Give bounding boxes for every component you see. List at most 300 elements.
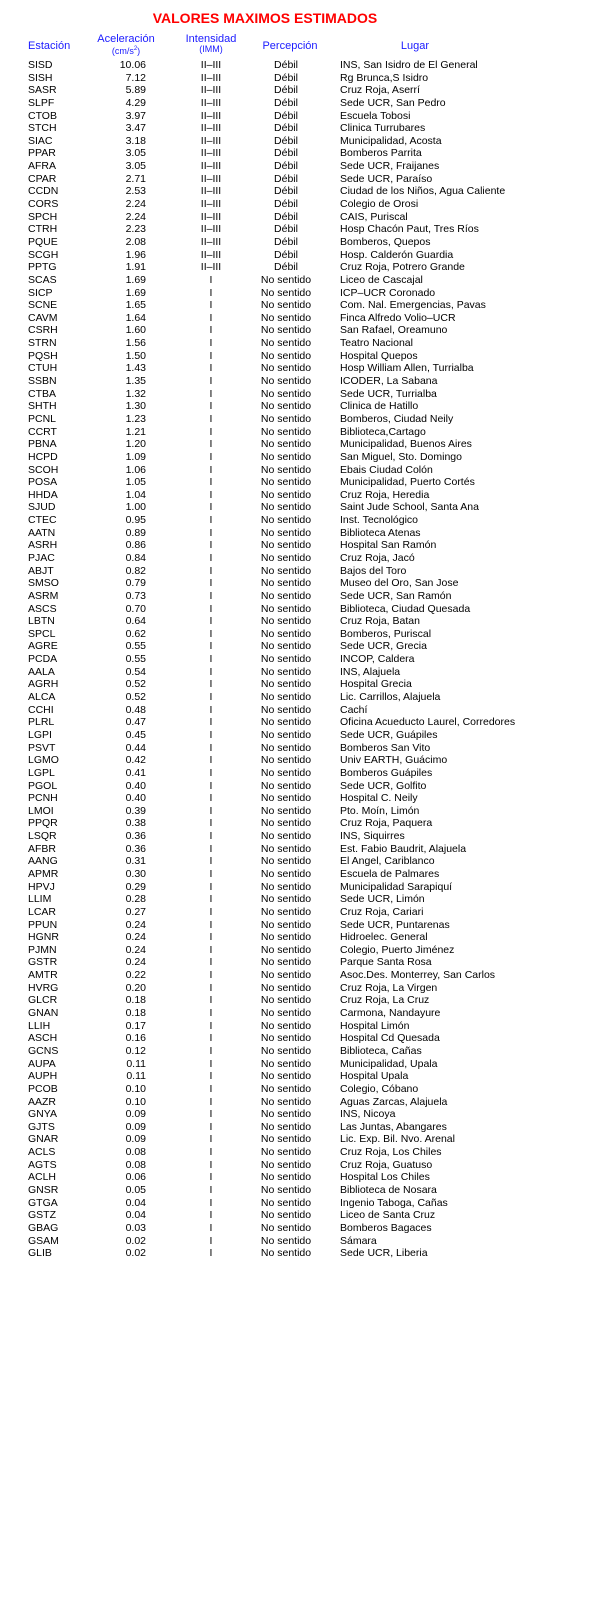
station-code: LGPI xyxy=(28,728,52,741)
intensity-value: I xyxy=(209,665,213,678)
location-value: Hosp Chacón Paut, Tres Ríos xyxy=(340,223,479,236)
location-value: Escuela Tobosi xyxy=(340,109,411,122)
perception-value: No sentido xyxy=(260,324,312,337)
station-code: CCHI xyxy=(28,703,54,716)
location-value: ICP–UCR Coronado xyxy=(340,286,436,299)
perception-value: No sentido xyxy=(260,450,312,463)
table-row xyxy=(0,438,590,451)
table-row xyxy=(0,362,590,375)
location-value: Rg Brunca,S Isidro xyxy=(340,71,429,84)
table-row xyxy=(0,1070,590,1083)
intensity-value: II–III xyxy=(200,122,222,135)
table-row xyxy=(0,299,590,312)
acceleration-value: 1.32 xyxy=(125,387,146,400)
intensity-value: I xyxy=(209,311,213,324)
station-code: SIAC xyxy=(28,134,53,147)
acceleration-value: 0.52 xyxy=(125,678,146,691)
table-row xyxy=(0,577,590,590)
acceleration-value: 0.55 xyxy=(125,640,146,653)
acceleration-value: 0.18 xyxy=(125,1007,146,1020)
table-row xyxy=(0,375,590,388)
page-title: VALORES MAXIMOS ESTIMADOS xyxy=(152,10,378,26)
station-code: PCDA xyxy=(28,653,58,666)
intensity-value: I xyxy=(209,640,213,653)
station-code: POSA xyxy=(28,476,58,489)
header-intensidad-label: Intensidad xyxy=(185,33,237,45)
station-code: SCGH xyxy=(28,248,59,261)
acceleration-value: 0.30 xyxy=(125,868,146,880)
station-code: PPUN xyxy=(28,918,58,931)
perception-value: No sentido xyxy=(260,1007,312,1020)
location-value: Municipalidad Sarapiquí xyxy=(340,880,453,893)
intensity-value: I xyxy=(209,1095,213,1108)
station-code: AGRH xyxy=(28,678,59,691)
table-row xyxy=(0,426,590,439)
acceleration-value: 0.31 xyxy=(125,855,146,868)
intensity-value: I xyxy=(209,1108,213,1121)
acceleration-value: 1.43 xyxy=(125,362,146,375)
location-value: Sede UCR, Fraijanes xyxy=(340,160,440,173)
table-row xyxy=(0,337,590,350)
intensity-value: I xyxy=(209,286,213,299)
station-code: AAZR xyxy=(28,1095,57,1108)
location-value: Sede UCR, Paraíso xyxy=(340,172,433,185)
location-value: Pto. Moín, Limón xyxy=(340,804,420,817)
acceleration-value: 3.47 xyxy=(125,122,146,135)
perception-value: No sentido xyxy=(260,754,312,767)
intensity-value: I xyxy=(209,438,213,451)
acceleration-value: 1.30 xyxy=(125,400,146,413)
perception-value: No sentido xyxy=(260,589,312,602)
intensity-value: II–III xyxy=(200,261,222,274)
perception-value: Débil xyxy=(274,185,298,198)
location-value: Sede UCR, Golfito xyxy=(340,779,427,792)
table-row xyxy=(0,122,590,135)
table-row xyxy=(0,1133,590,1146)
table-row xyxy=(0,211,590,224)
perception-value: Débil xyxy=(274,71,298,84)
perception-value: Débil xyxy=(274,59,298,71)
station-code: CTEC xyxy=(28,514,57,527)
table-row xyxy=(0,565,590,578)
intensity-value: I xyxy=(209,463,213,476)
intensity-value: I xyxy=(209,1032,213,1045)
table-row xyxy=(0,666,590,679)
perception-value: Débil xyxy=(274,122,298,135)
location-value: Bomberos Guápiles xyxy=(340,766,433,779)
intensity-value: I xyxy=(209,728,213,741)
location-value: Municipalidad, Puerto Cortés xyxy=(340,476,475,489)
table-row xyxy=(0,1083,590,1096)
perception-value: No sentido xyxy=(260,728,312,741)
perception-value: No sentido xyxy=(260,311,312,324)
table-row xyxy=(0,716,590,729)
location-value: CAIS, Puriscal xyxy=(340,210,408,223)
acceleration-value: 2.24 xyxy=(125,198,146,211)
table-row xyxy=(0,274,590,287)
location-value: Bomberos, Quepos xyxy=(340,235,431,248)
location-value: Sede UCR, Limón xyxy=(340,893,425,906)
location-value: Cachí xyxy=(340,703,368,716)
station-code: PCNH xyxy=(28,792,58,805)
intensity-value: I xyxy=(209,943,213,956)
intensity-value: I xyxy=(209,842,213,855)
intensity-value: I xyxy=(209,375,213,388)
location-value: Asoc.Des. Monterrey, San Carlos xyxy=(340,969,496,982)
station-code: PCNL xyxy=(28,412,57,425)
intensity-value: I xyxy=(209,1234,213,1247)
intensity-value: I xyxy=(209,703,213,716)
acceleration-value: 0.28 xyxy=(125,893,146,906)
acceleration-value: 0.24 xyxy=(125,931,146,944)
station-code: CSRH xyxy=(28,324,58,337)
header-lugar xyxy=(380,41,450,51)
perception-value: No sentido xyxy=(260,1158,312,1171)
acceleration-value: 0.36 xyxy=(125,842,146,855)
acceleration-value: 2.23 xyxy=(125,223,146,236)
perception-value: No sentido xyxy=(260,766,312,779)
acceleration-value: 10.06 xyxy=(119,59,146,71)
table-row xyxy=(0,1235,590,1248)
intensity-value: I xyxy=(209,1247,213,1260)
unit-exponent: 2 xyxy=(133,46,138,52)
location-value: Biblioteca, Cañas xyxy=(340,1044,422,1057)
intensity-value: II–III xyxy=(200,59,222,71)
perception-value: Débil xyxy=(274,172,298,185)
station-code: PJAC xyxy=(28,551,55,564)
station-code: PJMN xyxy=(28,943,57,956)
table-row xyxy=(0,780,590,793)
acceleration-value: 0.09 xyxy=(125,1108,146,1121)
intensity-value: I xyxy=(209,779,213,792)
perception-value: Débil xyxy=(274,223,298,236)
perception-value: No sentido xyxy=(260,438,312,451)
intensity-value: I xyxy=(209,387,213,400)
perception-value: No sentido xyxy=(260,526,312,539)
location-value: Liceo de Cascajal xyxy=(340,273,423,286)
table-row xyxy=(0,843,590,856)
intensity-value: I xyxy=(209,337,213,350)
station-code: AGRE xyxy=(28,640,58,653)
acceleration-value: 0.41 xyxy=(125,766,146,779)
perception-value: No sentido xyxy=(260,1247,312,1260)
location-value: Parque Santa Rosa xyxy=(340,956,432,969)
perception-value: No sentido xyxy=(260,463,312,476)
table-row xyxy=(0,59,590,72)
location-value: Biblioteca,Cartago xyxy=(340,425,426,438)
table-row xyxy=(0,97,590,110)
perception-value: No sentido xyxy=(260,1146,312,1159)
perception-value: No sentido xyxy=(260,551,312,564)
perception-value: No sentido xyxy=(260,501,312,514)
acceleration-value: 1.05 xyxy=(125,476,146,489)
location-value: Bomberos, Ciudad Neily xyxy=(340,412,454,425)
station-code: STCH xyxy=(28,122,57,135)
intensity-value: II–III xyxy=(200,210,222,223)
location-value: Ebais Ciudad Colón xyxy=(340,463,433,476)
station-code: SISH xyxy=(28,71,53,84)
location-value: Escuela de Palmares xyxy=(340,868,440,880)
acceleration-value: 1.06 xyxy=(125,463,146,476)
location-value: Cruz Roja, Potrero Grande xyxy=(340,261,465,274)
location-value: Teatro Nacional xyxy=(340,337,413,350)
perception-value: No sentido xyxy=(260,1184,312,1197)
location-value: Cruz Roja, Aserrí xyxy=(340,84,420,97)
location-value: Cruz Roja, Los Chiles xyxy=(340,1146,442,1159)
intensity-value: I xyxy=(209,1133,213,1146)
perception-value: No sentido xyxy=(260,286,312,299)
perception-value: No sentido xyxy=(260,804,312,817)
station-code: PGOL xyxy=(28,779,58,792)
acceleration-value: 0.40 xyxy=(125,792,146,805)
perception-value: No sentido xyxy=(260,691,312,704)
acceleration-value: 0.12 xyxy=(125,1044,146,1057)
location-value: Cruz Roja, Paquera xyxy=(340,817,433,830)
table-row xyxy=(0,792,590,805)
table-row xyxy=(0,552,590,565)
intensity-value: I xyxy=(209,564,213,577)
intensity-value: II–III xyxy=(200,147,222,160)
intensity-value: I xyxy=(209,589,213,602)
station-code: SISD xyxy=(28,59,53,71)
table-row xyxy=(0,1045,590,1058)
station-code: SPCL xyxy=(28,627,56,640)
table-row xyxy=(0,691,590,704)
perception-value: No sentido xyxy=(260,779,312,792)
station-code: LLIM xyxy=(28,893,52,906)
intensity-value: I xyxy=(209,969,213,982)
station-code: SLPF xyxy=(28,96,55,109)
location-value: Colegio, Cóbano xyxy=(340,1082,419,1095)
location-value: Hospital Cd Quesada xyxy=(340,1032,440,1045)
location-value: Hosp William Allen, Turrialba xyxy=(340,362,474,375)
acceleration-value: 0.55 xyxy=(125,653,146,666)
unit-pre: (cm/s xyxy=(111,46,134,56)
table-row xyxy=(0,110,590,123)
acceleration-value: 0.05 xyxy=(125,1184,146,1197)
intensity-value: I xyxy=(209,1057,213,1070)
table-row xyxy=(0,1121,590,1134)
intensity-value: I xyxy=(209,514,213,527)
location-value: Sede UCR, Liberia xyxy=(340,1247,428,1260)
location-value: Cruz Roja, Heredia xyxy=(340,488,430,501)
acceleration-value: 1.64 xyxy=(125,311,146,324)
location-value: Hospital Limón xyxy=(340,1019,410,1032)
table-row xyxy=(0,881,590,894)
perception-value: No sentido xyxy=(260,362,312,375)
location-value: Bajos del Toro xyxy=(340,564,407,577)
location-value: Cruz Roja, La Cruz xyxy=(340,994,430,1007)
station-code: AMTR xyxy=(28,969,58,982)
location-value: Lic. Exp. Bil. Nvo. Arenal xyxy=(340,1133,455,1146)
location-value: Colegio de Orosi xyxy=(340,198,419,211)
location-value: INCOP, Caldera xyxy=(340,653,415,666)
table-row xyxy=(0,236,590,249)
station-code: LSQR xyxy=(28,830,57,843)
acceleration-value: 3.18 xyxy=(125,134,146,147)
table-row xyxy=(0,324,590,337)
intensity-value: II–III xyxy=(200,172,222,185)
table-row xyxy=(0,893,590,906)
station-code: GSAM xyxy=(28,1234,59,1247)
location-value: Hospital Upala xyxy=(340,1070,409,1083)
location-value: Las Juntas, Abangares xyxy=(340,1120,447,1133)
acceleration-value: 0.10 xyxy=(125,1095,146,1108)
intensity-value: II–III xyxy=(200,235,222,248)
location-value: Carmona, Nandayure xyxy=(340,1007,441,1020)
acceleration-value: 0.44 xyxy=(125,741,146,754)
location-value: Ingenio Taboga, Cañas xyxy=(340,1196,448,1209)
location-value: Hospital C. Neily xyxy=(340,792,418,805)
table-row xyxy=(0,476,590,489)
table-row xyxy=(0,147,590,160)
table-row xyxy=(0,830,590,843)
station-code: GNAN xyxy=(28,1007,59,1020)
location-value: Bomberos, Puriscal xyxy=(340,627,432,640)
station-code: STRN xyxy=(28,337,57,350)
acceleration-value: 1.50 xyxy=(125,349,146,362)
acceleration-value: 0.04 xyxy=(125,1196,146,1209)
station-code: PLRL xyxy=(28,716,55,729)
perception-value: No sentido xyxy=(260,337,312,350)
acceleration-value: 0.09 xyxy=(125,1133,146,1146)
location-value: Bomberos Parrita xyxy=(340,147,422,160)
acceleration-value: 1.69 xyxy=(125,286,146,299)
table-row xyxy=(0,527,590,540)
location-value: Clinica Turrubares xyxy=(340,122,426,135)
header-percepcion-label: Percepción xyxy=(262,40,318,52)
location-value: Univ EARTH, Guácimo xyxy=(340,754,448,767)
acceleration-value: 0.08 xyxy=(125,1158,146,1171)
acceleration-value: 2.71 xyxy=(125,172,146,185)
perception-value: No sentido xyxy=(260,1120,312,1133)
location-value: Liceo de Santa Cruz xyxy=(340,1209,436,1222)
perception-value: No sentido xyxy=(260,855,312,868)
acceleration-value: 1.56 xyxy=(125,337,146,350)
station-table xyxy=(0,59,590,1260)
perception-value: No sentido xyxy=(260,1234,312,1247)
location-value: Municipalidad, Buenos Aires xyxy=(340,438,472,451)
intensity-value: I xyxy=(209,1120,213,1133)
table-row xyxy=(0,1222,590,1235)
station-code: CTRH xyxy=(28,223,58,236)
perception-value: No sentido xyxy=(260,981,312,994)
table-row xyxy=(0,223,590,236)
location-value: Clinica de Hatillo xyxy=(340,400,419,413)
intensity-value: II–III xyxy=(200,248,222,261)
station-code: LBTN xyxy=(28,615,55,628)
table-row xyxy=(0,906,590,919)
intensity-value: I xyxy=(209,425,213,438)
location-value: Oficina Acueducto Laurel, Corredores xyxy=(340,716,516,729)
location-value: Hidroelec. General xyxy=(340,931,428,944)
location-value: INS, Siquirres xyxy=(340,830,405,843)
table-row xyxy=(0,1247,590,1260)
perception-value: No sentido xyxy=(260,1044,312,1057)
acceleration-value: 0.24 xyxy=(125,956,146,969)
intensity-value: I xyxy=(209,551,213,564)
acceleration-value: 0.89 xyxy=(125,526,146,539)
acceleration-value: 1.65 xyxy=(125,299,146,312)
intensity-value: I xyxy=(209,412,213,425)
location-value: Cruz Roja, Cariari xyxy=(340,905,424,918)
intensity-value: I xyxy=(209,362,213,375)
station-code: SSBN xyxy=(28,375,57,388)
intensity-value: I xyxy=(209,1196,213,1209)
intensity-value: I xyxy=(209,1070,213,1083)
table-row xyxy=(0,261,590,274)
acceleration-value: 2.08 xyxy=(125,235,146,248)
station-code: HVRG xyxy=(28,981,59,994)
perception-value: No sentido xyxy=(260,602,312,615)
table-row xyxy=(0,855,590,868)
intensity-value: I xyxy=(209,893,213,906)
intensity-value: I xyxy=(209,956,213,969)
intensity-value: I xyxy=(209,1171,213,1184)
station-code: SJUD xyxy=(28,501,56,514)
station-code: SPCH xyxy=(28,210,58,223)
acceleration-value: 0.08 xyxy=(125,1146,146,1159)
location-value: Hosp. Calderón Guardia xyxy=(340,248,454,261)
perception-value: No sentido xyxy=(260,1082,312,1095)
station-code: LGPL xyxy=(28,766,55,779)
perception-value: No sentido xyxy=(260,615,312,628)
intensity-value: I xyxy=(209,691,213,704)
station-code: SICP xyxy=(28,286,53,299)
table-row xyxy=(0,615,590,628)
perception-value: No sentido xyxy=(260,880,312,893)
perception-value: No sentido xyxy=(260,299,312,312)
intensity-value: I xyxy=(209,1221,213,1234)
acceleration-value: 1.69 xyxy=(125,273,146,286)
perception-value: No sentido xyxy=(260,653,312,666)
table-row xyxy=(0,173,590,186)
table-row xyxy=(0,805,590,818)
location-value: Sede UCR, Grecia xyxy=(340,640,427,653)
intensity-value: I xyxy=(209,299,213,312)
perception-value: No sentido xyxy=(260,273,312,286)
intensity-value: I xyxy=(209,1158,213,1171)
perception-value: No sentido xyxy=(260,716,312,729)
acceleration-value: 1.96 xyxy=(125,248,146,261)
station-code: LMOI xyxy=(28,804,54,817)
acceleration-value: 0.38 xyxy=(125,817,146,830)
intensity-value: I xyxy=(209,615,213,628)
location-value: Ciudad de los Niños, Agua Caliente xyxy=(340,185,506,198)
perception-value: Débil xyxy=(274,198,298,211)
table-row xyxy=(0,160,590,173)
location-value: San Miguel, Sto. Domingo xyxy=(340,450,462,463)
acceleration-value: 1.21 xyxy=(125,425,146,438)
station-code: AALA xyxy=(28,665,55,678)
table-row xyxy=(0,603,590,616)
table-row xyxy=(0,868,590,881)
acceleration-value: 0.06 xyxy=(125,1171,146,1184)
table-row xyxy=(0,640,590,653)
station-code: PQSH xyxy=(28,349,58,362)
intensity-value: II–III xyxy=(200,84,222,97)
table-row xyxy=(0,767,590,780)
intensity-value: II–III xyxy=(200,198,222,211)
location-value: Aguas Zarcas, Alajuela xyxy=(340,1095,448,1108)
location-value: Bomberos San Vito xyxy=(340,741,431,754)
location-value: Cruz Roja, Guatuso xyxy=(340,1158,433,1171)
location-value: Cruz Roja, Jacó xyxy=(340,551,415,564)
station-code: ACLS xyxy=(28,1146,56,1159)
station-code: AUPA xyxy=(28,1057,56,1070)
acceleration-value: 2.24 xyxy=(125,210,146,223)
header-aceleracion-unit xyxy=(90,44,162,56)
